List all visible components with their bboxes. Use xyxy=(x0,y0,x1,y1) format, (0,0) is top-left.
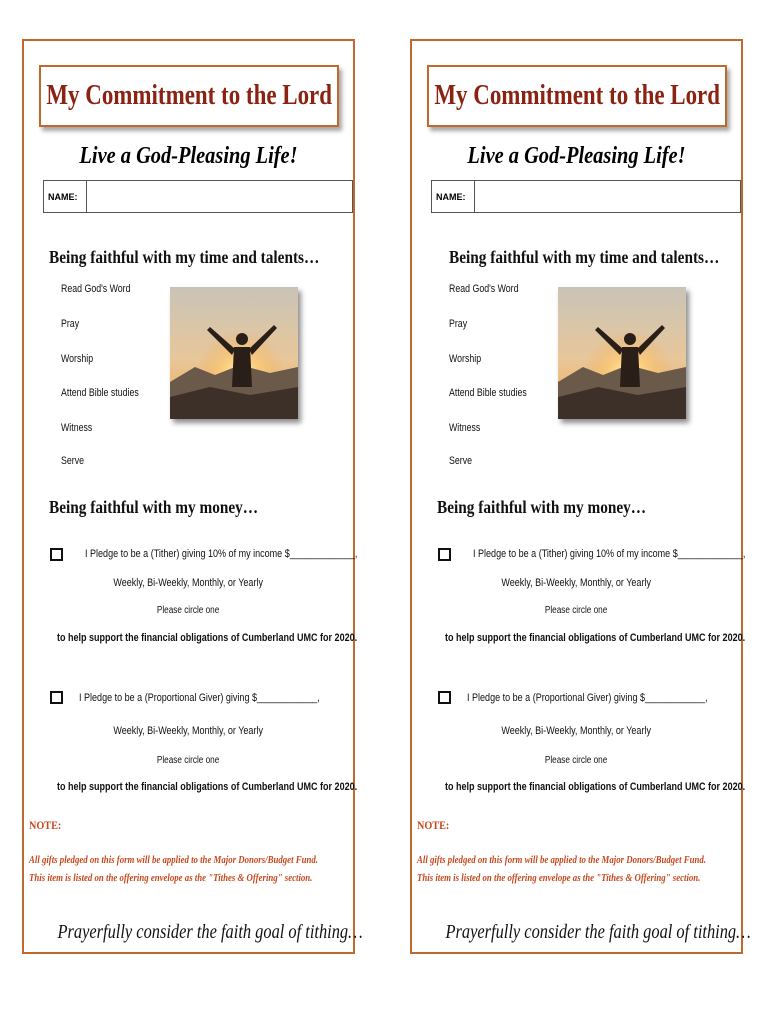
activity-item: Pray xyxy=(61,318,80,330)
proportional-checkbox[interactable] xyxy=(50,691,63,704)
card-title: My Commitment to the Lord xyxy=(434,80,720,111)
name-label: NAME: xyxy=(44,181,87,212)
activity-item: Attend Bible studies xyxy=(449,387,527,399)
activity-item: Worship xyxy=(449,353,482,365)
proportional-frequency: Weekly, Bi-Weekly, Monthly, or Yearly xyxy=(501,725,652,737)
activity-item: Worship xyxy=(61,353,94,365)
tither-checkbox[interactable] xyxy=(50,548,63,561)
worship-photo xyxy=(170,287,298,419)
title-box xyxy=(39,65,339,127)
proportional-pledge-text: I Pledge to be a (Proportional Giver) giving $____________, xyxy=(467,692,708,704)
time-talents-heading: Being faithful with my time and talents… xyxy=(449,247,720,267)
note-label: NOTE: xyxy=(417,818,450,832)
name-label: NAME: xyxy=(432,181,475,212)
name-field-box xyxy=(431,180,741,213)
activity-item: Read God's Word xyxy=(61,283,131,295)
tither-pledge-text: I Pledge to be a (Tither) giving 10% of my income $_____________, xyxy=(473,548,746,560)
tither-support-text: to help support the financial obligations of Cumberland UMC for 2020. xyxy=(444,632,746,644)
note-label: NOTE: xyxy=(29,818,62,832)
activity-item: Serve xyxy=(449,455,472,467)
activity-item: Witness xyxy=(449,422,481,434)
activity-item: Attend Bible studies xyxy=(61,387,139,399)
tither-circle-note: Please circle one xyxy=(157,605,220,616)
title-box xyxy=(427,65,727,127)
name-field-box xyxy=(43,180,353,213)
proportional-checkbox[interactable] xyxy=(438,691,451,704)
activity-item: Serve xyxy=(61,455,84,467)
note-text: All gifts pledged on this form will be applied to the Major Donors/Budget Fund. This item is listed on the offering envelope as the "Tithes & Offering" section. xyxy=(417,854,706,884)
tither-pledge-text: I Pledge to be a (Tither) giving 10% of my income $_____________, xyxy=(85,548,358,560)
name-input[interactable] xyxy=(475,181,740,212)
worship-photo xyxy=(558,287,686,419)
proportional-pledge-text: I Pledge to be a (Proportional Giver) giving $____________, xyxy=(79,692,320,704)
activity-item: Witness xyxy=(61,422,93,434)
proportional-circle-note: Please circle one xyxy=(545,755,608,766)
tither-checkbox[interactable] xyxy=(438,548,451,561)
card-subtitle: Live a God-Pleasing Life! xyxy=(467,143,686,169)
closing-line: Prayerfully consider the faith goal of tithing… xyxy=(445,921,751,943)
tither-circle-note: Please circle one xyxy=(545,605,608,616)
proportional-circle-note: Please circle one xyxy=(157,755,220,766)
note-text: All gifts pledged on this form will be applied to the Major Donors/Budget Fund. This item is listed on the offering envelope as the "Tithes & Offering" section. xyxy=(29,854,318,884)
proportional-support-text: to help support the financial obligations of Cumberland UMC for 2020. xyxy=(444,781,746,793)
card-title: My Commitment to the Lord xyxy=(46,80,332,111)
money-heading: Being faithful with my money… xyxy=(437,497,647,517)
proportional-frequency: Weekly, Bi-Weekly, Monthly, or Yearly xyxy=(113,725,264,737)
closing-line: Prayerfully consider the faith goal of tithing… xyxy=(57,921,363,943)
money-heading: Being faithful with my money… xyxy=(49,497,259,517)
time-talents-heading: Being faithful with my time and talents… xyxy=(49,247,320,267)
activity-item: Read God's Word xyxy=(449,283,519,295)
commitment-card-left xyxy=(22,39,363,954)
tither-frequency: Weekly, Bi-Weekly, Monthly, or Yearly xyxy=(113,577,264,589)
card-subtitle: Live a God-Pleasing Life! xyxy=(79,143,298,169)
proportional-support-text: to help support the financial obligations of Cumberland UMC for 2020. xyxy=(56,781,358,793)
tither-support-text: to help support the financial obligations of Cumberland UMC for 2020. xyxy=(56,632,358,644)
name-input[interactable] xyxy=(87,181,352,212)
activity-item: Pray xyxy=(449,318,468,330)
commitment-card-right xyxy=(410,39,751,954)
tither-frequency: Weekly, Bi-Weekly, Monthly, or Yearly xyxy=(501,577,652,589)
